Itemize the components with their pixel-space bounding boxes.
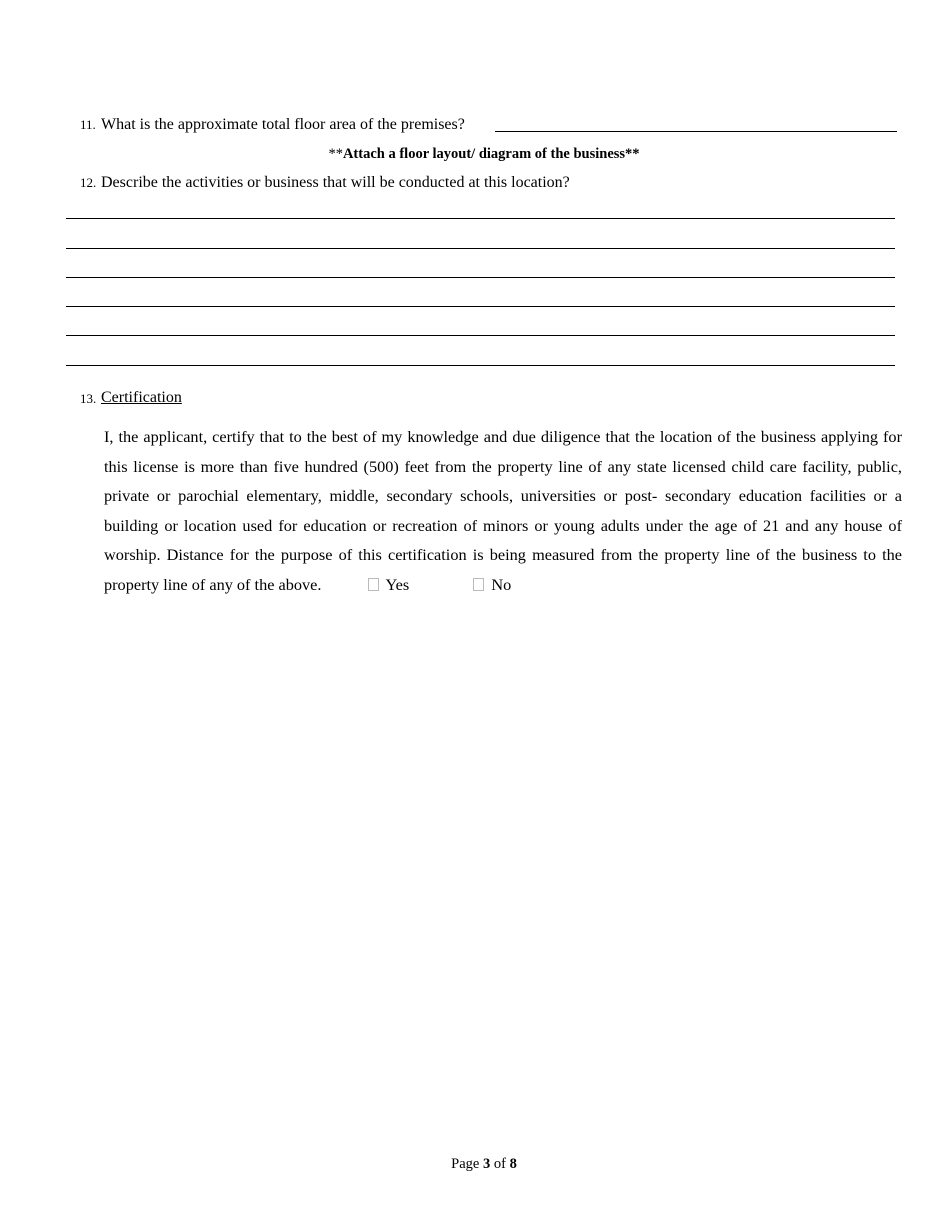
- question-13-number: 13.: [80, 391, 97, 406]
- question-12-text: Describe the activities or business that will be conducted at this location?: [101, 174, 570, 191]
- floor-layout-note-text: Attach a floor layout/ diagram of the business**: [342, 146, 640, 162]
- activities-answer-line-4[interactable]: [66, 306, 895, 307]
- certification-heading: Certification: [101, 389, 182, 406]
- floor-layout-note: [0, 145, 950, 163]
- floor-area-answer-line[interactable]: [495, 131, 897, 132]
- yes-checkbox[interactable]: [368, 578, 379, 591]
- certification-body: [104, 422, 902, 599]
- page-number: [0, 1155, 950, 1173]
- page-current: 3: [482, 1156, 491, 1172]
- activities-answer-line-2[interactable]: [66, 248, 895, 249]
- activities-answer-line-6[interactable]: [66, 365, 895, 366]
- question-12-number: 12.: [80, 175, 97, 190]
- question-11-number: 11.: [80, 117, 96, 132]
- floor-layout-note-prefix: **: [328, 146, 343, 162]
- no-checkbox[interactable]: [473, 578, 484, 591]
- activities-answer-line-1[interactable]: [66, 218, 895, 219]
- activities-answer-line-5[interactable]: [66, 335, 895, 336]
- certification-text: I, the applicant, certify that to the best of my knowledge and due diligence that the location of the business applying for this license is more than five hundred (500) feet from the property line of any state licensed child care facility, public, private or parochial elementary, middle, secondary schools, universities or post- secondary education facilities or a building or location used for education or recreation of minors or young adults under the age of 21 and any house of worship. Distance for the purpose of this certification is being measured from the property line of the business to the property line of any of the above.: [104, 427, 902, 594]
- no-label: No: [491, 574, 512, 594]
- no-option[interactable]: [473, 570, 511, 600]
- page-prefix: Page: [451, 1156, 480, 1172]
- activities-answer-line-3[interactable]: [66, 277, 895, 278]
- question-11-text: What is the approximate total floor area of the premises?: [101, 116, 465, 133]
- yes-label: Yes: [385, 574, 410, 594]
- page-of: of: [493, 1156, 506, 1172]
- yes-option[interactable]: [368, 570, 410, 600]
- page-total: 8: [509, 1156, 517, 1172]
